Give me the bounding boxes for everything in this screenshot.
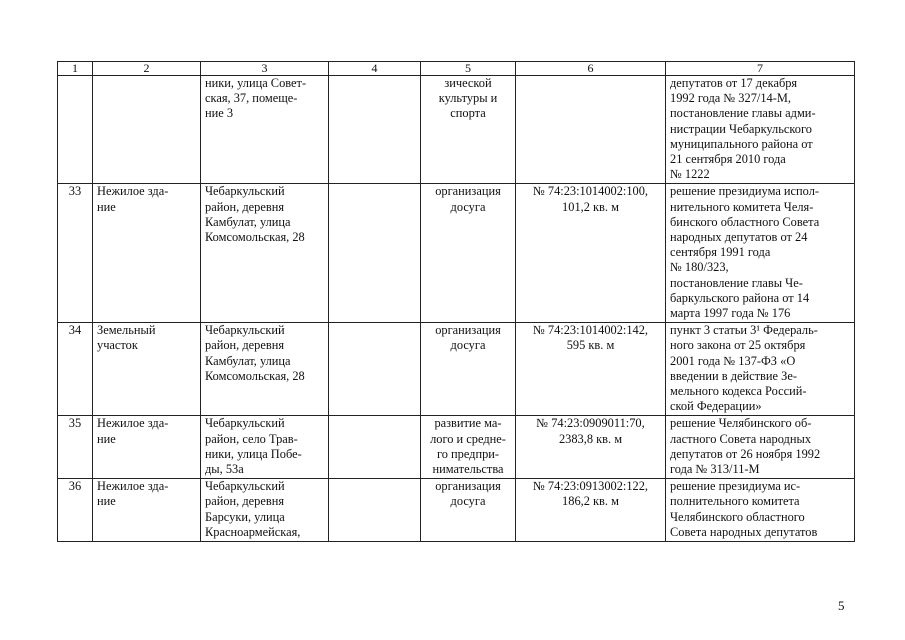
cell-line: ние: [97, 431, 116, 446]
cell-line: организация: [435, 479, 501, 494]
cell-line: муниципального района от: [670, 136, 813, 151]
cell-line: нистрации Чебаркульского: [670, 121, 812, 136]
cell-line: Барсуки, улица: [205, 509, 285, 524]
cell-line: Чебаркульский: [205, 184, 285, 199]
cell-line: 2001 года № 137-ФЗ «О: [670, 353, 796, 368]
cell-line: Комсомольская, 28: [205, 230, 305, 245]
row-number-cell: [58, 76, 93, 184]
header-cell: 1: [58, 62, 93, 76]
object-name-cell: [93, 479, 201, 542]
cell-line: решение Челябинского об-: [670, 416, 812, 431]
cell-line: 101,2 кв. м: [562, 199, 619, 214]
cell-line: Камбулат, улица: [205, 214, 291, 229]
object-name-cell: [93, 184, 201, 323]
cell-line: культуры и: [438, 91, 498, 106]
basis-cell: [666, 184, 855, 323]
object-name-cell: [93, 416, 201, 479]
cell-line: № 74:23:1014002:142,: [532, 323, 649, 338]
table-row: [58, 184, 855, 323]
cell-line: досуга: [450, 494, 486, 509]
cell-line: Нежилое зда-: [97, 479, 169, 494]
cell-line: нительного комитета Челя-: [670, 199, 814, 214]
cell-line: Красноармейская,: [205, 524, 301, 539]
object-name-cell: [93, 76, 201, 184]
cell-line: район, деревня: [205, 338, 285, 353]
cell-line: спорта: [450, 106, 486, 121]
row-number-cell: 34: [58, 323, 93, 416]
address-cell: [201, 479, 329, 542]
cell-line: нимательства: [432, 462, 504, 477]
header-row: [58, 62, 855, 76]
cell-line: народных депутатов от 24: [670, 230, 808, 245]
column-4-cell: [329, 416, 421, 479]
cell-line: Комсомольская, 28: [205, 368, 305, 383]
cell-line: район, деревня: [205, 494, 285, 509]
address-cell: [201, 416, 329, 479]
address-cell: [201, 76, 329, 184]
address-cell: [201, 323, 329, 416]
cell-line: ды, 53а: [205, 462, 244, 477]
cell-line: 2383,8 кв. м: [558, 431, 623, 446]
header-cell: 4: [329, 62, 421, 76]
table-row: [58, 416, 855, 479]
cell-line: Нежилое зда-: [97, 416, 169, 431]
cell-line: Нежилое зда-: [97, 184, 169, 199]
purpose-cell: [421, 76, 516, 184]
cell-line: № 180/323,: [670, 260, 729, 275]
row-number-cell: 33: [58, 184, 93, 323]
cell-line: № 74:23:1014002:100,: [532, 184, 649, 199]
cell-line: ние: [97, 494, 116, 509]
cell-line: № 1222: [670, 167, 710, 182]
cell-line: Чебаркульский: [205, 416, 285, 431]
cell-line: сентября 1991 года: [670, 245, 771, 260]
column-4-cell: [329, 479, 421, 542]
cell-line: мельного кодекса Россий-: [670, 384, 807, 399]
cell-line: пункт 3 статьи 3¹ Федераль-: [670, 323, 818, 338]
page-number: 5: [838, 598, 845, 613]
cell-line: участок: [97, 338, 138, 353]
basis-cell: [666, 76, 855, 184]
cell-line: Челябинского областного: [670, 509, 805, 524]
cell-line: лого и средне-: [430, 431, 506, 446]
cell-line: организация: [435, 323, 501, 338]
cell-line: марта 1997 года № 176: [670, 306, 791, 321]
cell-line: ние 3: [205, 106, 234, 121]
cell-line: Чебаркульский: [205, 323, 285, 338]
column-4-cell: [329, 76, 421, 184]
cadastre-cell: [516, 184, 666, 323]
cell-line: постановление главы Че-: [670, 275, 803, 290]
cell-line: ники, улица Совет-: [205, 76, 307, 90]
table-row: [58, 76, 855, 184]
table-row: [58, 323, 855, 416]
purpose-cell: [421, 479, 516, 542]
basis-cell: [666, 416, 855, 479]
cell-line: года № 313/11-М: [670, 462, 760, 477]
cell-line: район, село Трав-: [205, 431, 298, 446]
cell-line: депутатов от 17 декабря: [670, 76, 798, 90]
cell-line: решение президиума ис-: [670, 479, 801, 494]
cell-line: введении в действие Зе-: [670, 368, 797, 383]
cell-line: Совета народных депутатов: [670, 524, 818, 539]
column-4-cell: [329, 184, 421, 323]
cell-line: постановление главы адми-: [670, 106, 816, 121]
header-cell: 2: [93, 62, 201, 76]
purpose-cell: [421, 184, 516, 323]
header-cell: 5: [421, 62, 516, 76]
cadastre-cell: [516, 416, 666, 479]
cell-line: ластного Совета народных: [670, 431, 812, 446]
purpose-cell: [421, 416, 516, 479]
cell-line: № 74:23:0909011:70,: [536, 416, 645, 431]
basis-cell: [666, 479, 855, 542]
register-table: [57, 61, 855, 542]
cell-line: зической: [444, 76, 492, 90]
header-cell: 7: [666, 62, 855, 76]
cell-line: Земельный: [97, 323, 156, 338]
cell-line: Чебаркульский: [205, 479, 285, 494]
purpose-cell: [421, 323, 516, 416]
cell-line: полнительного комитета: [670, 494, 800, 509]
table-row: [58, 479, 855, 542]
row-number-cell: 36: [58, 479, 93, 542]
cell-line: досуга: [450, 338, 486, 353]
cadastre-cell: [516, 479, 666, 542]
cell-line: ники, улица Побе-: [205, 446, 302, 461]
object-name-cell: [93, 323, 201, 416]
cell-line: № 74:23:0913002:122,: [532, 479, 649, 494]
cell-line: решение президиума испол-: [670, 184, 820, 199]
cell-line: баркульского района от 14: [670, 290, 810, 305]
cell-line: развитие ма-: [434, 416, 502, 431]
cell-line: ного закона от 25 октября: [670, 338, 806, 353]
cell-line: го предпри-: [436, 446, 500, 461]
cell-line: досуга: [450, 199, 486, 214]
cell-line: Камбулат, улица: [205, 353, 291, 368]
cell-line: 21 сентября 2010 года: [670, 152, 786, 167]
cell-line: организация: [435, 184, 501, 199]
cell-line: ние: [97, 199, 116, 214]
row-number-cell: 35: [58, 416, 93, 479]
column-4-cell: [329, 323, 421, 416]
cell-line: 1992 года № 327/14-М,: [670, 91, 791, 106]
cell-line: ской Федерации»: [670, 399, 762, 414]
header-cell: 3: [201, 62, 329, 76]
cell-line: 595 кв. м: [566, 338, 615, 353]
cell-line: бинского областного Совета: [670, 214, 820, 229]
address-cell: [201, 184, 329, 323]
basis-cell: [666, 323, 855, 416]
header-cell: 6: [516, 62, 666, 76]
cell-line: депутатов от 26 ноября 1992: [670, 446, 821, 461]
cadastre-cell: [516, 323, 666, 416]
cell-line: район, деревня: [205, 199, 285, 214]
cell-line: ская, 37, помеще-: [205, 91, 298, 106]
cadastre-cell: [516, 76, 666, 184]
cell-line: 186,2 кв. м: [562, 494, 619, 509]
